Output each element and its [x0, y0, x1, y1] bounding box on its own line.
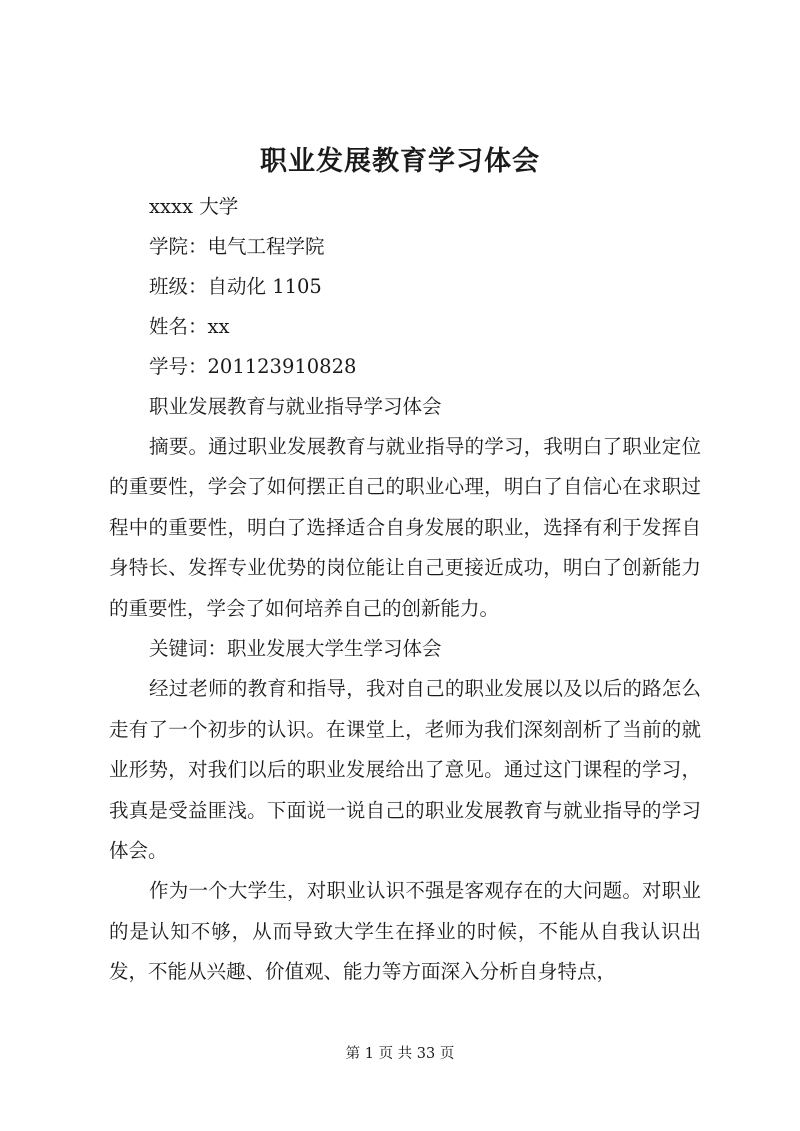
subtitle-line: 职业发展教育与就业指导学习体会 [149, 395, 442, 418]
student-id-line: 学号：201123910828 [149, 355, 357, 378]
page-footer: 第 1 页 共 33 页 [345, 1046, 455, 1062]
document-title: 职业发展教育学习体会 [260, 146, 540, 177]
name-line: 姓名：xx [149, 315, 230, 338]
body-paragraph-1: 经过老师的教育和指导，我对自己的职业发展以及以后的路怎么走有了一个初步的认识。在课堂上，老师为我们深刻剖析了当前的就业形势，对我们以后的职业发展给出了意见。通过这门课程的学习，我真是受益匪浅。下面说一说自己的职业发展教育与就业指导的学习体会。 [109, 677, 701, 863]
body-paragraph-2: 作为一个大学生，对职业认识不强是客观存在的大问题。对职业的是认知不够，从而导致大学生在择业的时候，不能从自我认识出发，不能从兴趣、价值观、能力等方面深入分析自身特点， [109, 879, 701, 984]
keywords-paragraph: 关键词：职业发展大学生学习体会 [149, 637, 442, 661]
document-body [109, 187, 701, 993]
university-line: xxxx 大学 [149, 195, 239, 218]
abstract-paragraph: 摘要。通过职业发展教育与就业指导的学习，我明白了职业定位的重要性，学会了如何摆正自己的职业心理，明白了自信心在求职过程中的重要性，明白了选择适合自身发展的职业，选择有利于发挥自身特长、发挥专业优势的岗位能让自己更接近成功，明白了创新能力的重要性，学会了如何培养自己的创新能力。 [109, 435, 701, 620]
class-line: 班级：自动化 1105 [149, 275, 322, 298]
college-line: 学院：电气工程学院 [149, 235, 325, 258]
